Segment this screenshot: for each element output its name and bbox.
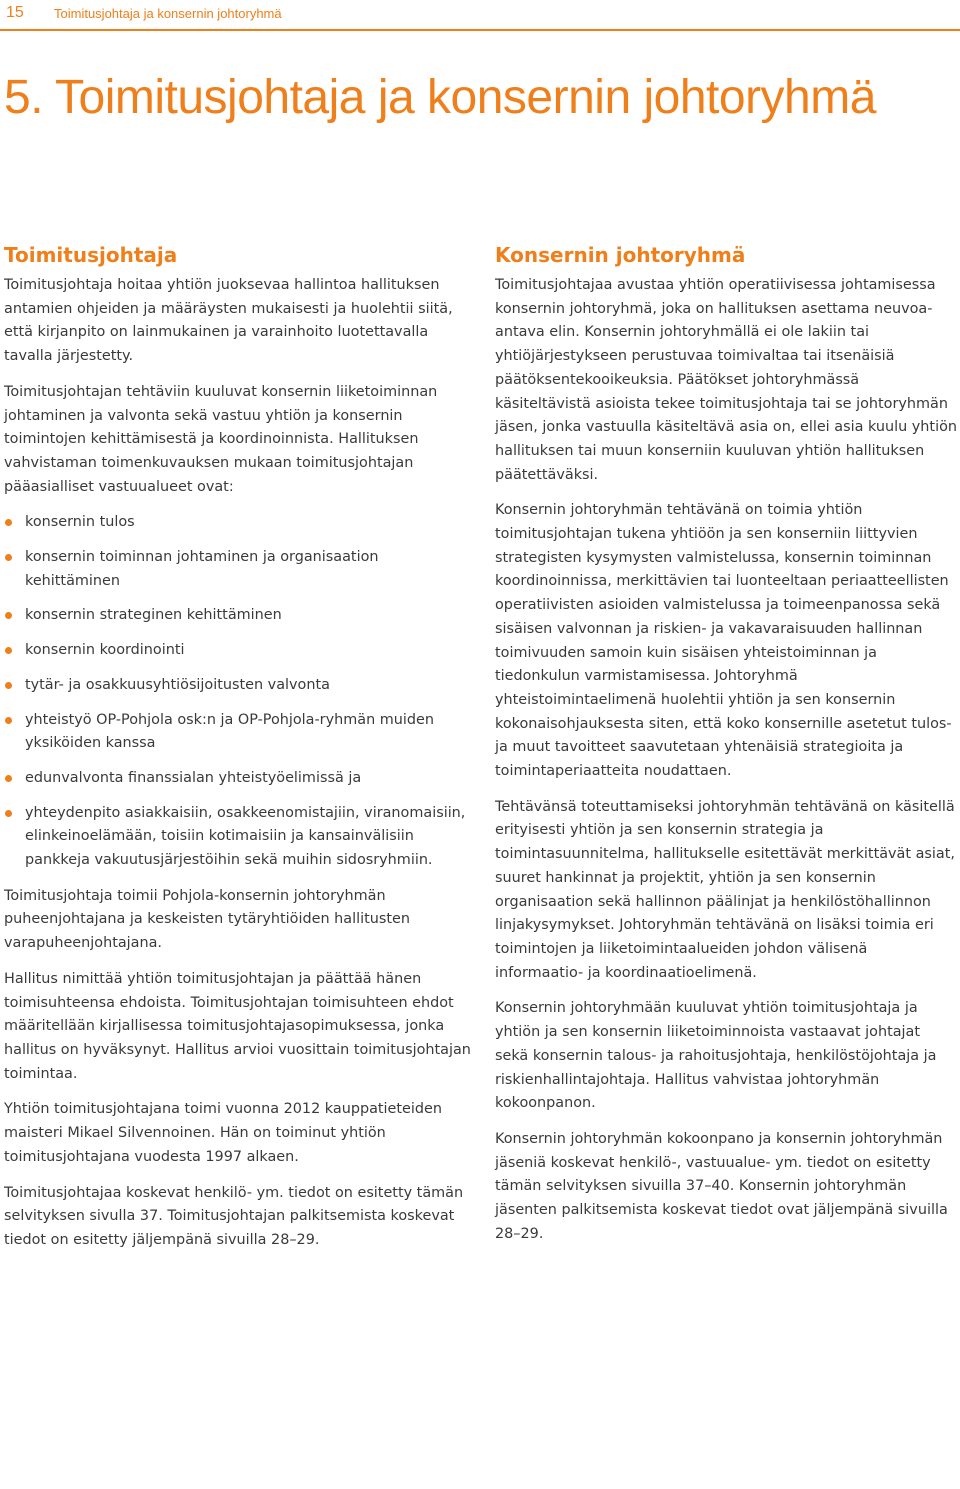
paragraph: Yhtiön toimitusjohtajana toimi vuonna 2012 kauppatieteiden maisteri Mikael Silvennoinen. Hän on toiminut yhtiön toimitusjohtajana vuodesta 1997 alkaen. (4, 1101, 443, 1165)
bullet-dot-icon (5, 810, 12, 817)
list-item-text: konsernin koordinointi (25, 642, 185, 659)
responsibility-list (4, 511, 476, 872)
page-number: 15 (6, 4, 24, 21)
running-title: Toimitusjohtaja ja konsernin johtoryhmä (54, 6, 282, 21)
paragraph: Toimitusjohtaja toimii Pohjola-konsernin johtoryhmän puheenjohtajana ja keskeisten tytäryhtiöiden hallitusten varapuheenjohtajana. (4, 887, 410, 952)
bullet-dot-icon (5, 554, 12, 561)
right-column (495, 240, 957, 1258)
paragraph: Konsernin johtoryhmän kokoonpano ja konsernin johtoryhmän jäseniä koskevat henkilö-, vastuualue- ym. tiedot on esitetty tämän selvityksen sivuilla 37–40. Konsernin johtoryhmän jäsenten palkitsemista koskevat tiedot ovat jäljempänä sivuilla 28–29. (495, 1130, 948, 1242)
bullet-dot-icon (5, 519, 12, 526)
header-rule (0, 29, 960, 31)
bullet-dot-icon (5, 612, 12, 619)
paragraph: Tehtävänsä toteuttamiseksi johtoryhmän tehtävänä on käsitellä erityisesti yhtiön ja sen konsernin strategia ja toimintasuunnitelma, hallitukselle esitettävät merkittävät asiat, suuret hankinnat ja projektit, yhtiön ja sen konsernin organisaation sekä hallinnon päälinjat ja henkilöstöhallinnon linjakysymykset. Johtoryhmän tehtävänä on lisäksi toimia eri toimintojen ja liiketoimintaalueiden johdon välisenä informaatio- ja koordinaatioelimenä. (495, 798, 955, 981)
list-item-text: yhteydenpito asiakkaisiin, osakkeenomistajiin, viranomaisiin, elinkeinoelämään, toisiin kotimaisiin ja kansainvälisiin pankkeja vakuutusjärjestöihin sekä muihin sidosryhmiin. (25, 804, 466, 869)
list-item-text: yhteistyö OP-Pohjola osk:n ja OP-Pohjola-ryhmän muiden yksiköiden kanssa (25, 711, 435, 752)
page-header (0, 0, 960, 30)
list-item-text: tytär- ja osakkuusyhtiösijoitusten valvonta (25, 676, 330, 693)
list-item-text: konsernin strateginen kehittäminen (25, 607, 282, 624)
list-item (4, 709, 476, 756)
paragraph: Toimitusjohtajaa avustaa yhtiön operatiivisessa johtamisessa konsernin johtoryhmä, joka on hallituksen asettama neuvoa-antava elin. Konsernin johtoryhmällä ei ole lakiin tai yhtiöjärjestykseen perustuvaa toimivaltaa tai itsenäisiä päätöksentekooikeuksia. Päätökset johtoryhmässä käsiteltävistä asioista tekee toimitusjohtaja tai se johtoryhmän jäsen, jonka vastuulla käsiteltävä asia on, ellei asia kuulu yhtiön hallituksen tai muun konserniin kuuluvan yhtiön hallituksen päätettäväksi. (495, 277, 957, 483)
list-item (4, 639, 476, 663)
left-column (4, 240, 476, 1265)
bullet-dot-icon (5, 775, 12, 782)
section-heading-ceo: Toimitusjohtaja (4, 243, 178, 267)
paragraph: Toimitusjohtajan tehtäviin kuuluvat konsernin liiketoiminnan johtaminen ja valvonta sekä vastuu yhtiön ja konsernin toimintojen kehittämisestä ja koordinoinnista. Hallituksen vahvistaman toimenkuvauksen mukaan toimitusjohtajan pääasialliset vastuualueet ovat: (4, 383, 438, 495)
list-item (4, 674, 476, 698)
paragraph: Hallitus nimittää yhtiön toimitusjohtajan ja päättää hänen toimisuhteensa ehdoista. Toimitusjohtajan toimisuhteen ehdot määritellään kirjallisessa toimitusjohtajasopimuksessa, jonka hallitus on hyväksynyt. Hallitus arvioi vuosittain toimitusjohtajan toimintaa. (4, 970, 471, 1082)
list-item (4, 767, 476, 791)
list-item (4, 511, 476, 535)
bullet-dot-icon (5, 717, 12, 724)
bullet-dot-icon (5, 682, 12, 689)
list-item (4, 802, 476, 873)
paragraph: Toimitusjohtaja hoitaa yhtiön juoksevaa hallintoa hallituksen antamien ohjeiden ja määräysten mukaisesti ja huolehtii siitä, että kirjanpito on lainmukainen ja varainhoito luotettavalla tavalla järjestetty. (4, 277, 453, 365)
list-item-text: konsernin toiminnan johtaminen ja organisaation kehittäminen (25, 549, 379, 589)
list-item (4, 604, 476, 628)
bullet-dot-icon (5, 647, 12, 654)
paragraph: Toimitusjohtajaa koskevat henkilö- ym. tiedot on esitetty tämän selvityksen sivulla 37. Toimitusjohtajan palkitsemista koskevat tiedot on esitetty jäljempänä sivuilla 28–29. (4, 1184, 464, 1248)
list-item-text: edunvalvonta finanssialan yhteistyöelimissä ja (25, 769, 362, 786)
chapter-title: 5. Toimitusjohtaja ja konsernin johtoryhmä (4, 71, 876, 124)
section-heading-group-management: Konsernin johtoryhmä (495, 243, 746, 267)
list-item (4, 546, 476, 593)
list-item-text: konsernin tulos (25, 514, 135, 531)
paragraph: Konsernin johtoryhmän tehtävänä on toimia yhtiön toimitusjohtajan tukena yhtiöön ja sen konserniin liittyvien strategisten kysymysten valmistelussa, konsernin toiminnan koordinoinnissa, merkittävien tai luonteeltaan periaatteellisten operatiivisten asioiden valmistelussa ja toimeenpanossa sekä sisäisen valvonnan ja riskien- ja vakavaraisuuden hallinnan toimivuuden samoin kuin sisäisen yhteistoiminnan ja tiedonkulun varmistamisessa. Johtoryhmä yhteistoimintaelimenä huolehtii yhtiön ja sen konsernin kokonaisohjauksesta siten, että koko konsernille asetetut tulos- ja muut tavoitteet saavutetaan yhtenäisiä strategioita ja toimintaperiaatteita noudattaen. (495, 502, 952, 780)
paragraph: Konsernin johtoryhmään kuuluvat yhtiön toimitusjohtaja ja yhtiön ja sen konsernin liiketoiminnoista vastaavat johtajat sekä konsernin talous- ja rahoitusjohtaja, henkilöstöjohtaja ja riskienhallintajohtaja. Hallitus vahvistaa johtoryhmän kokoonpanon. (495, 1000, 937, 1112)
